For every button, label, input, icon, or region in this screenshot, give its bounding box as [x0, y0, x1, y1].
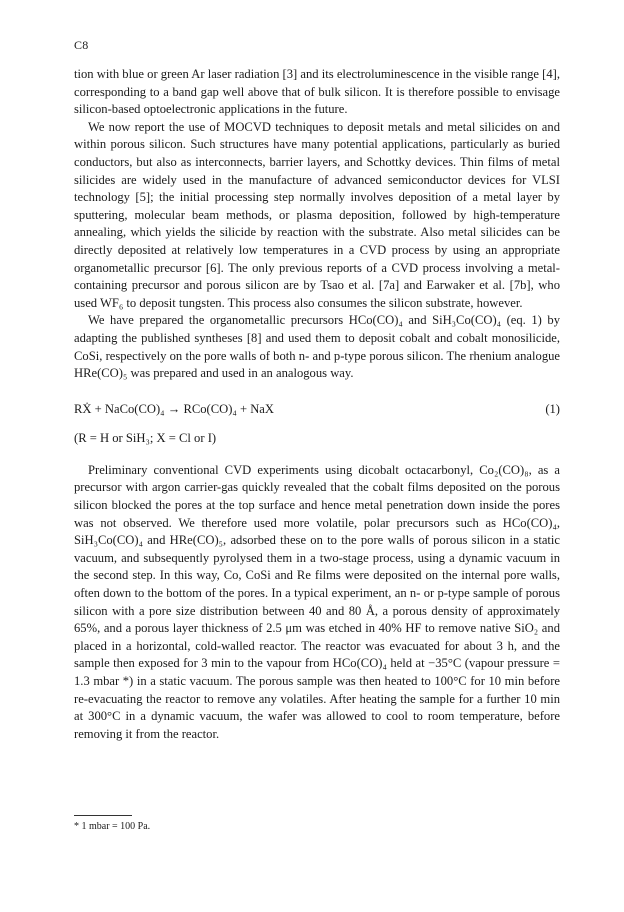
paragraph-precursors: We have prepared the organometallic precursors HCo(CO)₄ and SiH₃Co(CO)₄ (eq. 1) by adapting the published syntheses [8] and used them to deposit cobalt and cobalt monosilicide, CoSi, respectively on the pore walls of both n- and p-type porous silicon. The rhenium analogue HRe(CO)₅ was prepared and used in an analogous way.	[74, 313, 560, 381]
footnote-divider	[74, 815, 132, 816]
equation-text: RẊ + NaCo(CO)₄ → RCo(CO)₄ + NaX	[74, 401, 274, 416]
paragraph-experiments: Preliminary conventional CVD experiments using dicobalt octacarbonyl, Co₂(CO)₈, as a precursor with argon carrier-gas quickly revealed that the cobalt films deposited on the porous silicon blocked the pores at the top surface and hence metal penetration down inside the pores was not observed. We therefore used more volatile, polar precursors such as HCo(CO)₄, SiH₃Co(CO)₄ and HRe(CO)₅, adsorbed these on to the pore walls of porous silicon in a static vacuum, and subsequently pyrolysed them in a two-stage process, using a dynamic vacuum in the second step. In this way, Co, CoSi and Re films were deposited on the internal pore walls, often down to the bottom of the pores. In a typical experiment, an n- or p-type sample of porous silicon with a pore size distribution between 40 and 80 Å, a porous density of approximately 65%, and a porous layer thickness of 2.5 μm was etched in 40% HF to remove native SiO₂ and placed in a horizontal, cold-walled reactor. The reactor was evacuated for about 3 h, and the sample then exposed for 3 min to the vapour from HCo(CO)₄ held at −35°C (vapour pressure = 1.3 mbar *) in a static vacuum. The porous sample was then heated to 100°C for 10 min before re-evacuating the reactor to remove any volatiles. After heating the sample for a further 10 min at 300°C in a dynamic vacuum, the wafer was allowed to cool to room temperature, before removing it from the reactor.	[74, 462, 560, 741]
page-number: C8	[74, 38, 89, 52]
equation-note: (R = H or SiH₃; X = Cl or I)	[74, 431, 217, 446]
paragraph-mocvd: We now report the use of MOCVD techniques to deposit metals and metal silicides on and within porous silicon. Such structures have many potential applications, particularly as buried conductors, but also as interconnects, barrier layers, and Schottky devices. Thin films of metal silicides are widely used in the manufacture of advanced semiconductor devices for VLSI technology [5]; the initial processing step normally involves deposition of a metal layer by sputtering, molecular beam methods, or plasma deposition, followed by high-temperature annealing, which yields the silicide by reaction with the substrate. Also metal silicides can be directly deposited at relatively low temperatures in a CVD process by using an appropriate organometallic precursor [6]. The only previous reports of a CVD process involving a metal-containing precursor and porous silicon are by Tsao et al. [7a] and Earwaker et al. [7b], who used WF₆ to deposit tungsten. This process also consumes the silicon substrate, however.	[74, 119, 560, 310]
equation-1	[74, 401, 560, 419]
paragraph-continuation: tion with blue or green Ar laser radiation [3] and its electroluminescence in the visible range [4], corresponding to a band gap well above that of bulk silicon. It is therefore possible to envisage silicon-based optoelectronic applications in the future.	[74, 67, 560, 117]
footnote: * 1 mbar = 100 Pa.	[74, 821, 151, 832]
article-body	[74, 66, 560, 743]
equation-number: (1)	[545, 401, 560, 416]
